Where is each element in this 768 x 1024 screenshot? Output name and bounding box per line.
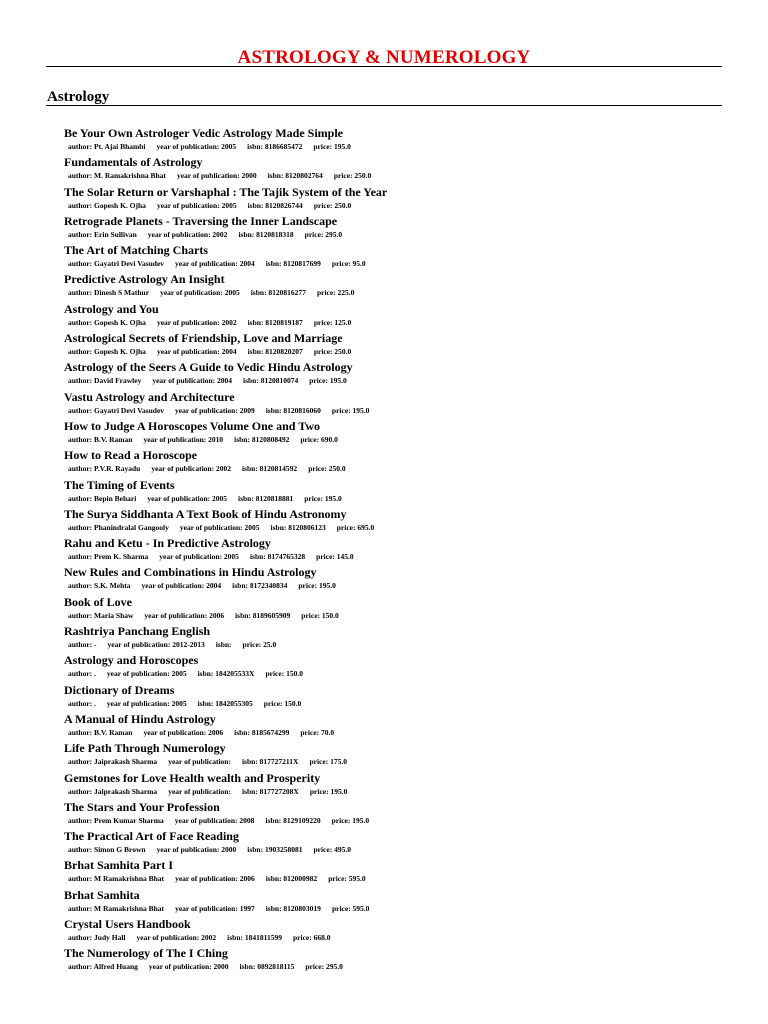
- book-title-line: [0, 682, 700, 699]
- book-title-line: [0, 828, 700, 845]
- book-meta: [68, 230, 353, 240]
- book-year: year of publication: 2006: [175, 874, 255, 884]
- book-meta: [68, 318, 362, 328]
- book-title: New Rules and Combinations in Hindu Astrology: [64, 565, 317, 580]
- book-year: year of publication: 2008: [174, 815, 255, 825]
- book-year: year of publication: 2004: [141, 581, 222, 591]
- list-item: [0, 418, 768, 447]
- book-price: price: 195.0: [331, 815, 370, 825]
- book-price: price: 668.0: [292, 933, 331, 943]
- list-item: [0, 652, 768, 681]
- book-title-line: [0, 125, 700, 142]
- book-title: A Manual of Hindu Astrology: [64, 711, 216, 726]
- book-title: Astrology and Horoscopes: [64, 653, 199, 668]
- book-year: year of publication: 2002: [147, 229, 228, 239]
- list-item: [0, 271, 768, 300]
- book-author: author: Gopesh K. Ojha: [68, 200, 146, 210]
- book-meta: [68, 464, 357, 474]
- list-item: [0, 330, 768, 359]
- book-isbn: isbn: 8120806123: [270, 522, 326, 532]
- book-title-line: [0, 770, 700, 787]
- book-author: author: -: [68, 640, 97, 650]
- book-author: author: Prem K. Sharma: [68, 552, 149, 562]
- book-title: How to Read a Horoscope: [64, 448, 198, 463]
- book-list: [0, 125, 768, 975]
- book-author: author: P.V.R. Rayadu: [68, 464, 141, 474]
- book-year: year of publication: 2004: [156, 347, 237, 357]
- book-price: price: 195.0: [313, 142, 351, 151]
- book-year: year of publication: 2005: [160, 288, 240, 298]
- book-year: year of publication:: [168, 757, 231, 767]
- book-isbn: isbn: 8120826744: [247, 200, 303, 210]
- book-title: Rashtriya Panchang English: [64, 624, 211, 639]
- book-author: author: .: [68, 698, 96, 708]
- book-title: Retrograde Planets - Traversing the Inner Landscape: [64, 213, 338, 228]
- book-year: year of publication: 2000: [148, 962, 229, 972]
- book-title-line: [0, 447, 700, 464]
- book-isbn: isbn: 1903258081: [247, 845, 303, 855]
- book-title: The Surya Siddhanta A Text Book of Hindu Astronomy: [64, 506, 347, 521]
- book-isbn: isbn: 8186685472: [247, 142, 303, 151]
- book-author: author: Maria Shaw: [68, 610, 134, 620]
- book-year: year of publication: 2002: [136, 933, 217, 943]
- book-meta: [68, 581, 347, 591]
- book-year: year of publication: 1997: [175, 903, 255, 913]
- book-isbn: isbn: 8172340834: [232, 581, 288, 591]
- book-title: Predictive Astrology An Insight: [64, 272, 225, 287]
- book-price: price: 695.0: [336, 522, 375, 532]
- book-meta: [68, 552, 365, 562]
- list-item: [0, 857, 768, 886]
- list-item: [0, 564, 768, 593]
- book-isbn: isbn: 8120818881: [238, 493, 294, 503]
- book-isbn: isbn: 8120816060: [265, 405, 321, 415]
- book-title: The Solar Return or Varshaphal : The Tajik System of the Year: [64, 184, 388, 199]
- book-title-line: [0, 242, 700, 259]
- book-author: author: Phanindralal Gangooly: [68, 522, 169, 532]
- book-author: author: Erin Sullivan: [68, 229, 137, 239]
- book-year: year of publication: 2006: [143, 727, 224, 737]
- book-title: Astrology of the Seers A Guide to Vedic Hindu Astrology: [64, 360, 353, 375]
- book-meta: [68, 142, 362, 152]
- book-year: year of publication: 2005: [156, 200, 237, 210]
- book-price: price: 295.0: [305, 962, 343, 972]
- book-isbn: isbn: 1842055305: [197, 698, 253, 708]
- book-meta: [68, 406, 380, 416]
- book-title: The Art of Matching Charts: [64, 243, 208, 258]
- book-author: author: Dinesh S Mathur: [68, 288, 150, 298]
- book-title-line: [0, 213, 700, 230]
- book-isbn: isbn: 8129109220: [265, 815, 321, 825]
- book-price: price: 25.0: [242, 640, 277, 650]
- section-heading: Astrology: [47, 89, 110, 105]
- book-isbn: isbn: 8120818318: [238, 229, 294, 239]
- book-isbn: isbn: 817727211X: [241, 757, 299, 767]
- book-title-line: [0, 740, 700, 757]
- book-title: Astrology and You: [64, 301, 159, 316]
- book-title-line: [0, 916, 700, 933]
- book-meta: [68, 640, 287, 650]
- book-meta: [68, 816, 380, 826]
- book-meta: [68, 874, 377, 884]
- book-meta: [68, 288, 365, 298]
- book-isbn: isbn: 8174765328: [249, 552, 306, 562]
- book-author: author: B.V. Raman: [68, 727, 133, 737]
- book-price: price: 250.0: [308, 464, 346, 474]
- book-meta: [68, 787, 358, 797]
- section-divider: [46, 105, 722, 106]
- book-year: year of publication: 2005: [106, 669, 187, 679]
- book-price: price: 195.0: [304, 493, 342, 503]
- book-price: price: 690.0: [300, 434, 338, 444]
- book-title-line: [0, 711, 700, 728]
- book-author: author: Pt. Ajai Bhambi: [68, 142, 146, 151]
- book-year: year of publication: 2005: [159, 552, 239, 562]
- list-item: [0, 711, 768, 740]
- book-title-line: [0, 945, 700, 962]
- book-year: year of publication:: [168, 786, 231, 796]
- book-isbn: isbn:: [215, 640, 232, 650]
- list-item: [0, 213, 768, 242]
- book-isbn: isbn: 8120808492: [234, 434, 290, 444]
- book-author: author: Judy Hall: [68, 933, 126, 943]
- list-item: [0, 916, 768, 945]
- book-meta: [68, 933, 341, 943]
- book-isbn: isbn: 8189605909: [235, 610, 291, 620]
- list-item: [0, 125, 768, 154]
- book-isbn: isbn: 8120816277: [250, 288, 306, 298]
- book-year: year of publication: 2000: [156, 845, 237, 855]
- book-title-line: [0, 418, 700, 435]
- list-item: [0, 154, 768, 183]
- book-author: author: Gopesh K. Ojha: [68, 317, 146, 327]
- book-isbn: isbn: 8120802764: [267, 171, 323, 181]
- book-title: Vastu Astrology and Architecture: [64, 389, 235, 404]
- list-item: [0, 682, 768, 711]
- book-author: author: M Ramakrishna Bhat: [68, 903, 165, 913]
- list-item: [0, 945, 768, 974]
- book-isbn: isbn: 8120820207: [247, 347, 303, 357]
- book-title-line: [0, 477, 700, 494]
- list-item: [0, 740, 768, 769]
- book-meta: [68, 757, 358, 767]
- book-title: The Numerology of The I Ching: [64, 946, 228, 961]
- book-author: author: M Ramakrishna Bhat: [68, 874, 165, 884]
- book-author: author: Gayatri Devi Vasudev: [68, 405, 165, 415]
- book-price: price: 250.0: [313, 347, 352, 357]
- book-title-line: [0, 799, 700, 816]
- list-item: [0, 242, 768, 271]
- book-year: year of publication: 2004: [152, 376, 232, 386]
- book-title: Fundamentals of Astrology: [64, 155, 203, 170]
- list-item: [0, 799, 768, 828]
- book-price: price: 195.0: [309, 786, 348, 796]
- book-price: price: 195.0: [309, 376, 347, 386]
- book-title: Brhat Samhita Part I: [64, 858, 173, 873]
- book-meta: [68, 904, 380, 914]
- book-meta: [68, 347, 362, 357]
- book-year: year of publication: 2004: [175, 259, 255, 269]
- book-meta: [68, 201, 362, 211]
- book-title: Astrological Secrets of Friendship, Love and Marriage: [64, 331, 343, 346]
- book-author: author: Bepin Behari: [68, 493, 137, 503]
- book-meta: [68, 845, 362, 855]
- list-item: [0, 770, 768, 799]
- book-price: price: 95.0: [331, 259, 366, 269]
- book-author: author: B.V. Raman: [68, 434, 133, 444]
- book-title-line: [0, 301, 700, 318]
- book-title-line: [0, 506, 700, 523]
- book-price: price: 225.0: [316, 288, 355, 298]
- book-meta: [68, 259, 377, 269]
- book-meta: [68, 171, 382, 181]
- book-price: price: 150.0: [265, 669, 303, 679]
- book-meta: [68, 376, 358, 386]
- list-item: [0, 887, 768, 916]
- book-title: Gemstones for Love Health wealth and Prosperity: [64, 770, 321, 785]
- book-author: author: Gopesh K. Ojha: [68, 347, 146, 357]
- book-title-line: [0, 535, 700, 552]
- book-title: Be Your Own Astrologer Vedic Astrology Made Simple: [64, 126, 344, 140]
- book-meta: [68, 523, 385, 533]
- book-price: price: 195.0: [298, 581, 336, 591]
- book-author: author: S.K. Mehta: [68, 581, 131, 591]
- book-price: price: 150.0: [301, 610, 339, 620]
- book-isbn: isbn: 184205533X: [197, 669, 255, 679]
- book-title-line: [0, 184, 700, 201]
- book-isbn: isbn: 8120810074: [242, 376, 299, 386]
- book-title-line: [0, 389, 700, 406]
- book-title-line: [0, 623, 700, 640]
- book-isbn: isbn: 1841811599: [227, 933, 282, 943]
- list-item: [0, 389, 768, 418]
- book-title-line: [0, 154, 700, 171]
- book-isbn: isbn: 8120819187: [247, 317, 303, 327]
- book-year: year of publication: 2010: [143, 434, 224, 444]
- book-price: price: 145.0: [316, 552, 354, 562]
- book-price: price: 70.0: [300, 727, 335, 737]
- book-author: author: M. Ramakrishna Bhat: [68, 171, 166, 181]
- book-isbn: isbn: 8120814592: [241, 464, 298, 474]
- book-isbn: isbn: 8120817699: [265, 259, 321, 269]
- book-title-line: [0, 359, 700, 376]
- book-author: author: David Frawley: [68, 376, 142, 386]
- book-meta: [68, 435, 349, 445]
- book-author: author: Jaiprakash Sharma: [68, 757, 158, 767]
- book-author: author: .: [68, 669, 96, 679]
- book-title-line: [0, 564, 700, 581]
- book-price: price: 195.0: [331, 405, 370, 415]
- book-title: The Timing of Events: [64, 477, 175, 492]
- book-isbn: isbn: 817727208X: [241, 786, 299, 796]
- list-item: [0, 477, 768, 506]
- list-item: [0, 447, 768, 476]
- book-meta: [68, 494, 353, 504]
- book-title: The Practical Art of Face Reading: [64, 829, 239, 844]
- book-title: How to Judge A Horoscopes Volume One and Two: [64, 418, 321, 433]
- book-meta: [68, 962, 354, 972]
- book-price: price: 595.0: [328, 874, 366, 884]
- book-title: Book of Love: [64, 594, 133, 609]
- book-year: year of publication: 2009: [175, 405, 255, 415]
- list-item: [0, 623, 768, 652]
- list-item: [0, 184, 768, 213]
- book-title-line: [0, 271, 700, 288]
- book-title: Life Path Through Numerology: [64, 741, 226, 756]
- book-meta: [68, 699, 312, 709]
- book-meta: [68, 728, 345, 738]
- book-price: price: 250.0: [313, 200, 352, 210]
- book-isbn: isbn: 812000982: [265, 874, 318, 884]
- book-year: year of publication: 2005: [179, 522, 260, 532]
- book-year: year of publication: 2005: [106, 698, 187, 708]
- book-isbn: isbn: 8120803019: [265, 903, 321, 913]
- book-price: price: 125.0: [313, 317, 352, 327]
- book-isbn: isbn: 0892818115: [239, 962, 295, 972]
- book-author: author: Prem Kumar Sharma: [68, 815, 164, 825]
- book-title-line: [0, 887, 700, 904]
- book-price: price: 150.0: [263, 698, 302, 708]
- book-year: year of publication: 2002: [156, 317, 237, 327]
- book-isbn: isbn: 8185674299: [234, 727, 290, 737]
- book-title: The Stars and Your Profession: [64, 799, 220, 814]
- book-title-line: [0, 594, 700, 611]
- book-price: price: 295.0: [304, 229, 343, 239]
- book-year: year of publication: 2000: [176, 171, 257, 181]
- list-item: [0, 594, 768, 623]
- book-title-line: [0, 857, 700, 874]
- book-title: Dictionary of Dreams: [64, 682, 175, 697]
- list-item: [0, 359, 768, 388]
- book-title: Rahu and Ketu - In Predictive Astrology: [64, 536, 271, 551]
- book-title-line: [0, 652, 700, 669]
- book-author: author: Jaiprakash Sharma: [68, 786, 158, 796]
- book-year: year of publication: 2002: [151, 464, 231, 474]
- book-title: Brhat Samhita: [64, 887, 140, 902]
- list-item: [0, 535, 768, 564]
- book-title: Crystal Users Handbook: [64, 917, 191, 932]
- list-item: [0, 301, 768, 330]
- book-year: year of publication: 2005: [156, 142, 237, 151]
- book-author: author: Simon G Brown: [68, 845, 146, 855]
- list-item: [0, 506, 768, 535]
- list-item: [0, 828, 768, 857]
- book-author: author: Gayatri Devi Vasudev: [68, 259, 165, 269]
- page-title: ASTROLOGY & NUMEROLOGY: [237, 47, 531, 68]
- book-price: price: 175.0: [309, 757, 347, 767]
- book-meta: [68, 669, 314, 679]
- book-price: price: 250.0: [333, 171, 372, 181]
- book-price: price: 495.0: [313, 845, 351, 855]
- book-price: price: 595.0: [331, 903, 370, 913]
- title-divider: [46, 66, 722, 67]
- book-author: author: Alfred Huang: [68, 962, 138, 972]
- book-year: year of publication: 2006: [144, 610, 225, 620]
- book-year: year of publication: 2012-2013: [107, 640, 205, 650]
- book-meta: [68, 611, 350, 621]
- book-year: year of publication: 2005: [147, 493, 227, 503]
- book-title-line: [0, 330, 700, 347]
